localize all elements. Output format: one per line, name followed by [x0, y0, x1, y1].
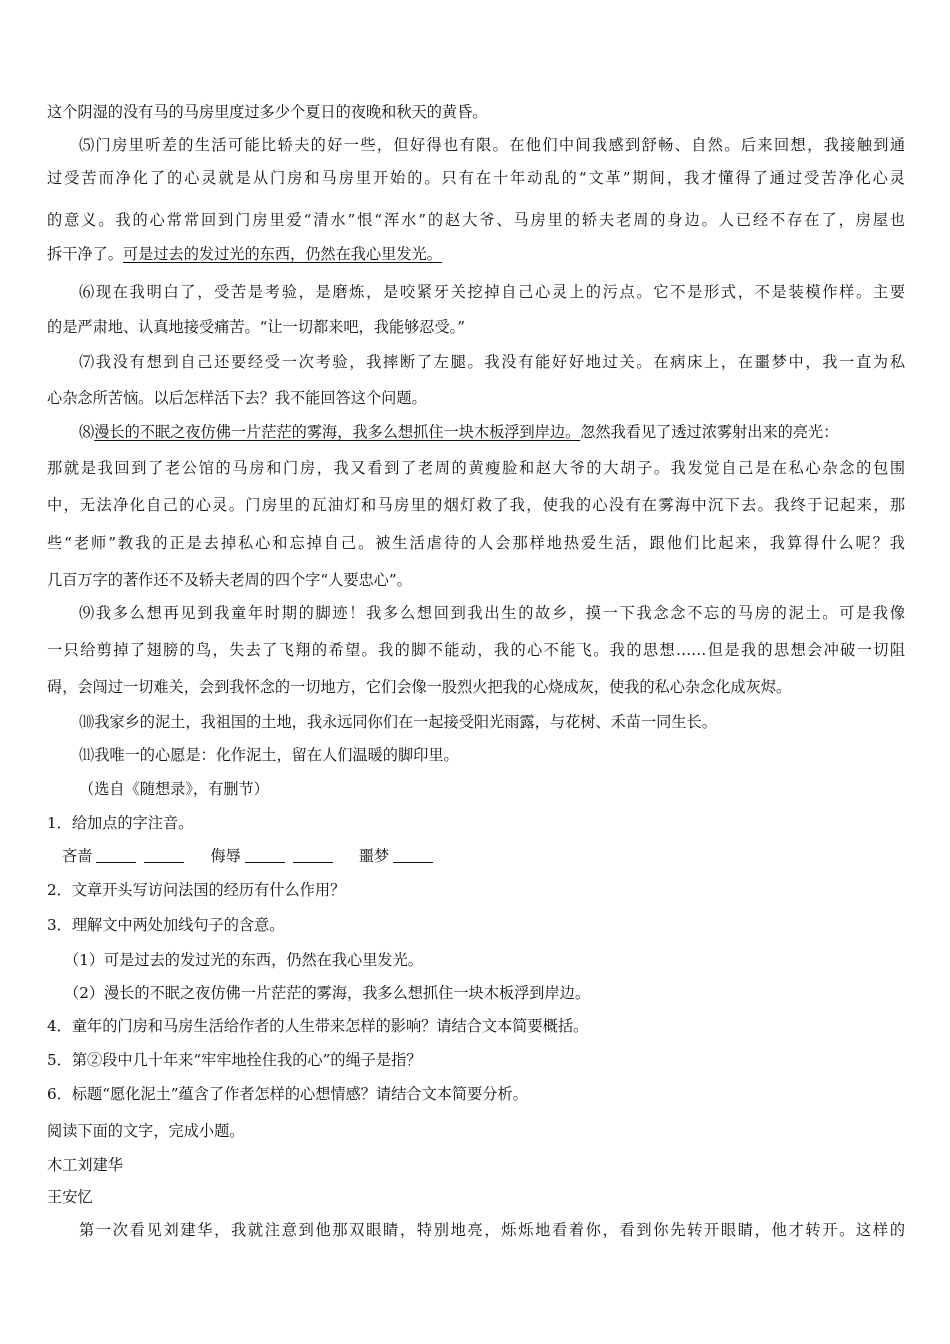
- para5-line4-plain: 拆干净了。: [47, 245, 123, 263]
- para8-line2: 那就是我回到了老公馆的马房和门房，我又看到了老周的黄瘦脸和赵大爷的大胡子。我发觉自己是在私心杂念的包围: [47, 459, 905, 477]
- word-2: 侮辱: [210, 847, 241, 865]
- para4-end: 这个阴湿的没有马的马房里度过多少个夏日的夜晚和秋天的黄昏。: [47, 103, 488, 121]
- answer-blank[interactable]: [96, 847, 136, 863]
- source-note: （选自《随想录》，有删节）: [79, 780, 269, 798]
- next-reading-intro: 阅读下面的文字，完成小题。: [47, 1122, 245, 1140]
- question-4: 4．童年的门房和马房生活给作者的人生带来怎样的影响？请结合文本简要概括。: [47, 1017, 589, 1035]
- para9-line3: 碍，会闯过一切难关，会到我怀念的一切地方，它们会像一股烈火把我的心烧成灰，使我的私心杂念化成灰烬。: [47, 678, 792, 696]
- para5-line2: 过受苦而净化了的心灵就是从门房和马房里开始的。只有在十年动乱的“文革”期间，我才懂得了通过受苦净化心灵: [47, 169, 905, 187]
- question-1-words: [62, 846, 905, 866]
- para5-line1: ⑸门房里听差的生活可能比轿夫的好一些，但好得也有限。在他们中间我感到舒畅、自然。后来回想，我接触到通: [79, 136, 905, 154]
- para7-line2: 心杂念所苦恼。以后怎样活下去？我不能回答这个问题。: [47, 389, 427, 407]
- word-1: 吝啬: [62, 847, 93, 865]
- question-3-title: 3．理解文中两处加线句子的含意。: [47, 916, 285, 934]
- para11: ⑾我唯一的心愿是：化作泥土，留在人们温暖的脚印里。: [79, 746, 459, 764]
- answer-blank[interactable]: [144, 847, 184, 863]
- answer-blank[interactable]: [393, 847, 433, 863]
- para5-line4: [47, 244, 905, 264]
- para5-line3: 的意义。我的心常常回到门房里爱“清水”恨“浑水”的赵大爷、马房里的轿夫老周的身边。人已经不存在了，房屋也: [47, 211, 905, 229]
- next-article-para1: 第一次看见刘建华，我就注意到他那双眼睛，特别地亮，烁烁地看着你，看到你先转开眼睛，他才转开。这样的: [79, 1221, 905, 1239]
- para6-line2: 的是严肃地、认真地接受痛苦。“让一切都来吧，我能够忍受。”: [47, 318, 465, 336]
- next-article-title: 木工刘建华: [47, 1156, 123, 1174]
- question-3-sentence-2: （2）漫长的不眠之夜仿佛一片茫茫的雾海，我多么想抓住一块木板浮到岸边。: [64, 984, 591, 1002]
- para8-line3: 中，无法净化自己的心灵。门房里的瓦油灯和马房里的烟灯救了我，使我的心没有在雾海中沉下去。我终于记起来，那: [47, 496, 905, 514]
- para10: ⑽我家乡的泥土，我祖国的土地，我永远同你们在一起接受阳光雨露，与花树、禾苗一同生长。: [79, 713, 717, 731]
- para8-line4: 些“老师”教我的正是去掉私心和忘掉自己。被生活虐待的人会那样地热爱生活，跟他们比起来，我算得什么呢？我: [47, 534, 905, 552]
- question-6: 6．标题“愿化泥土”蕴含了作者怎样的心想情感？请结合文本简要分析。: [47, 1085, 528, 1103]
- question-1-title: 1．给加点的字注音。: [47, 814, 194, 832]
- question-3-sentence-1: （1）可是过去的发过光的东西，仍然在我心里发光。: [64, 951, 423, 969]
- para8-line5: 几百万字的著作还不及轿夫老周的四个字“人要忠心”。: [47, 571, 412, 589]
- para8-line1: [79, 422, 905, 442]
- question-2: 2．文章开头写访问法国的经历有什么作用？: [47, 881, 346, 899]
- para6-line1: ⑹现在我明白了，受苦是考验，是磨炼，是咬紧牙关挖掉自己心灵上的污点。它不是形式，不是装模作样。主要: [79, 283, 905, 301]
- para8-line1-plain: 忽然我看见了透过浓雾射出来的亮光：: [580, 423, 839, 441]
- question-5: 5．第②段中几十年来“牢牢地拴住我的心”的绳子是指？: [47, 1051, 422, 1069]
- answer-blank[interactable]: [245, 847, 285, 863]
- word-3: 噩梦: [358, 847, 390, 865]
- answer-blank[interactable]: [293, 847, 333, 863]
- para7-line1: ⑺我没有想到自己还要经受一次考验，我摔断了左腿。我没有能好好地过关。在病床上，在噩梦中，我一直为私: [79, 353, 905, 371]
- next-article-author: 王安忆: [47, 1188, 93, 1206]
- underlined-sentence-1: 可是过去的发过光的东西，仍然在我心里发光。: [122, 245, 442, 263]
- underlined-sentence-2: 漫长的不眠之夜仿佛一片茫茫的雾海，我多么想抓住一块木板浮到岸边。: [94, 423, 581, 441]
- para9-line1: ⑼我多么想再见到我童年时期的脚迹！我多么想回到我出生的故乡，摸一下我念念不忘的马房的泥土。可是我像: [79, 604, 905, 622]
- para9-line2: 一只给剪掉了翅膀的鸟，失去了飞翔的希望。我的脚不能动，我的心不能飞。我的思想……但是我的思想会冲破一切阻: [47, 641, 905, 659]
- para8-number: ⑻: [79, 423, 95, 441]
